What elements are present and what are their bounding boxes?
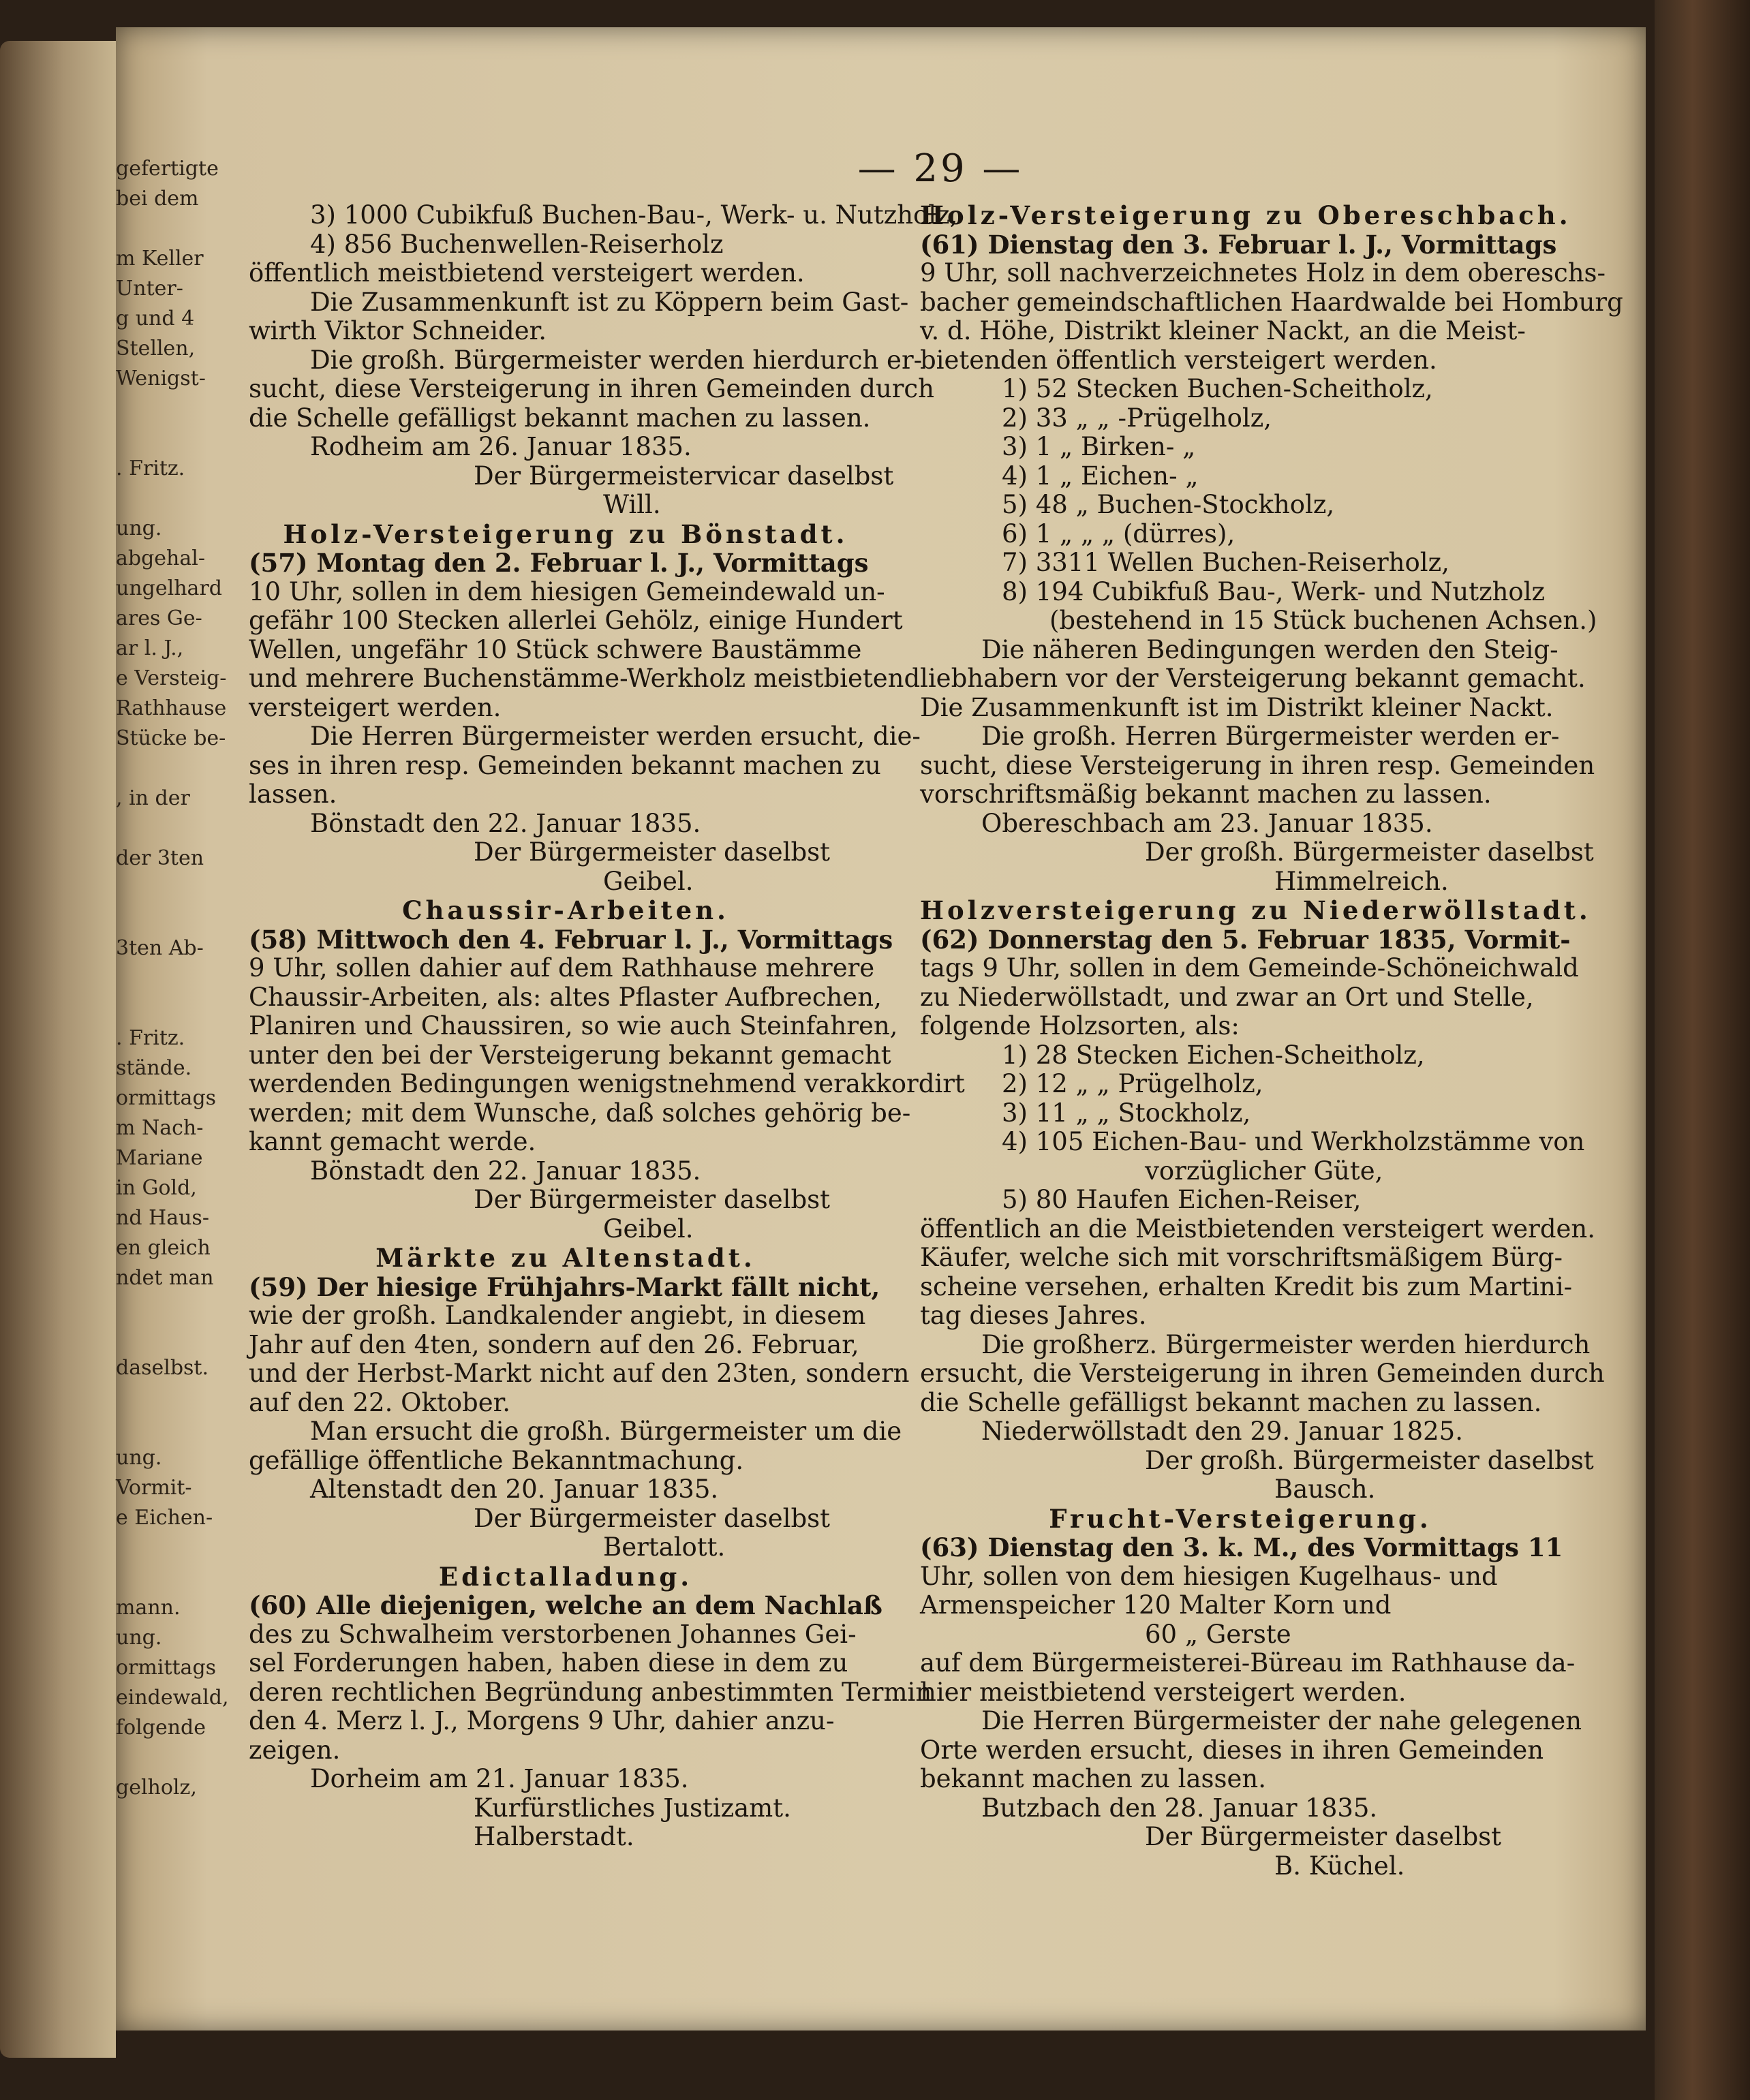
- text-line: B. Küchel.: [1274, 1851, 1405, 1881]
- margin-fragment: 3ten Ab-: [116, 936, 204, 960]
- margin-fragment: gefertigte: [116, 157, 219, 181]
- margin-fragment: Vormit-: [116, 1476, 192, 1500]
- text-line: 10 Uhr, sollen in dem hiesigen Gemeindewald un-: [249, 576, 885, 606]
- text-line: die Schelle gefälligst bekannt machen zu lassen.: [249, 403, 871, 433]
- margin-fragment: m Nach-: [116, 1116, 204, 1140]
- text-line: scheine versehen, erhalten Kredit bis zum Martini-: [920, 1271, 1573, 1301]
- text-line: 7) 3311 Wellen Buchen-Reiserholz,: [1002, 548, 1449, 577]
- text-line: die Schelle gefälligst bekannt machen zu lassen.: [920, 1387, 1542, 1417]
- margin-fragment: bei dem: [116, 187, 199, 211]
- margin-fragment: [116, 1296, 225, 1326]
- text-line: Planiren und Chaussiren, so wie auch Steinfahren,: [249, 1011, 898, 1040]
- text-line: werden; mit dem Wunsche, daß solches gehörig be-: [249, 1098, 911, 1128]
- text-line: Der Bürgermeister daselbst: [474, 1185, 831, 1214]
- text-line: Bertalott.: [603, 1532, 726, 1562]
- text-line: Uhr, sollen von dem hiesigen Kugelhaus- und: [920, 1561, 1498, 1591]
- section-heading: Frucht-Versteigerung.: [1049, 1503, 1432, 1534]
- text-line: tags 9 Uhr, sollen in dem Gemeinde-Schöneichwald: [920, 953, 1579, 983]
- text-line: Altenstadt den 20. Januar 1835.: [310, 1474, 719, 1504]
- text-line: Der Bürgermeister daselbst: [474, 837, 831, 867]
- text-line: werdenden Bedingungen wenigstnehmend verakkordirt: [249, 1069, 965, 1098]
- section-heading: Chaussir-Arbeiten.: [402, 895, 729, 925]
- text-line: sel Forderungen haben, haben diese in dem zu: [249, 1648, 848, 1678]
- text-line: gefällige öffentliche Bekanntmachung.: [249, 1445, 744, 1475]
- margin-fragment: Stellen,: [116, 337, 196, 360]
- text-line: 60 „ Gerste: [1145, 1619, 1291, 1649]
- text-line: Jahr auf den 4ten, sondern auf den 26. Februar,: [249, 1329, 859, 1359]
- text-line: (61) Dienstag den 3. Februar l. J., Vormittags: [920, 229, 1557, 260]
- text-line: 1) 52 Stecken Buchen-Scheitholz,: [1002, 374, 1433, 403]
- facing-page-fragments: [116, 157, 229, 1806]
- margin-fragment: [116, 876, 225, 906]
- text-line: Halberstadt.: [474, 1822, 634, 1851]
- text-line: 8) 194 Cubikfuß Bau-, Werk- und Nutzholz: [1002, 576, 1546, 606]
- book-page: [116, 27, 1646, 2030]
- text-line: Wellen, ungefähr 10 Stück schwere Baustämme: [249, 634, 862, 664]
- text-line: Die näheren Bedingungen werden den Steig-: [981, 634, 1559, 664]
- text-line: deren rechtlichen Begründung anbestimmten Termin: [249, 1677, 932, 1707]
- text-line: 9 Uhr, soll nachverzeichnetes Holz in dem obereschs-: [920, 258, 1606, 288]
- text-line: 3) 1 „ Birken- „: [1002, 432, 1196, 461]
- text-line: Die großh. Herren Bürgermeister werden er-: [981, 722, 1560, 751]
- margin-fragment: daselbst.: [116, 1356, 209, 1380]
- text-line: bietenden öffentlich versteigert werden.: [920, 345, 1437, 375]
- text-line: unter den bei der Versteigerung bekannt gemacht: [249, 1040, 891, 1070]
- text-line: Rodheim am 26. Januar 1835.: [310, 432, 692, 461]
- margin-fragment: e Versteig-: [116, 666, 227, 690]
- text-line: 4) 856 Buchenwellen-Reiserholz: [310, 229, 724, 259]
- text-line: Bönstadt den 22. Januar 1835.: [310, 808, 701, 838]
- margin-fragment: stände.: [116, 1056, 192, 1080]
- margin-fragment: Wenigst-: [116, 367, 206, 390]
- text-line: tag dieses Jahres.: [920, 1301, 1147, 1330]
- text-line: auf dem Bürgermeisterei-Büreau im Rathhause da-: [920, 1648, 1576, 1678]
- margin-fragment: der 3ten: [116, 846, 204, 870]
- text-line: 1) 28 Stecken Eichen-Scheitholz,: [1002, 1040, 1425, 1070]
- margin-fragment: Rathhause: [116, 696, 227, 720]
- margin-fragment: ungelhard: [116, 576, 222, 600]
- text-line: (62) Donnerstag den 5. Februar 1835, Vormit-: [920, 924, 1571, 955]
- text-line: liebhabern vor der Versteigerung bekannt gemacht.: [920, 664, 1586, 693]
- text-line: sucht, diese Versteigerung in ihren Gemeinden durch: [249, 374, 934, 403]
- section-heading: Holz-Versteigerung zu Obereschbach.: [920, 200, 1571, 230]
- book-cover-edge: [1655, 0, 1750, 2100]
- text-line: Dorheim am 21. Januar 1835.: [310, 1764, 689, 1793]
- margin-fragment: [116, 966, 225, 996]
- right-column: [920, 200, 1623, 1881]
- text-line: 2) 33 „ „ -Prügelholz,: [1002, 403, 1272, 433]
- section-heading: Märkte zu Altenstadt.: [375, 1243, 756, 1273]
- text-line: (63) Dienstag den 3. k. M., des Vormittags 11: [920, 1532, 1563, 1562]
- text-line: Der Bürgermeister daselbst: [474, 1503, 831, 1533]
- margin-fragment: ung.: [116, 1446, 162, 1470]
- text-line: Bausch.: [1274, 1474, 1376, 1504]
- text-line: Chaussir-Arbeiten, als: altes Pflaster Aufbrechen,: [249, 982, 882, 1012]
- text-line: ses in ihren resp. Gemeinden bekannt machen zu: [249, 750, 881, 780]
- margin-fragment: [116, 217, 225, 247]
- margin-fragment: Unter-: [116, 277, 183, 300]
- text-line: gefähr 100 Stecken allerlei Gehölz, einige Hundert: [249, 606, 903, 635]
- left-column: [249, 200, 965, 1852]
- text-line: Geibel.: [603, 866, 694, 896]
- text-line: bekannt machen zu lassen.: [920, 1764, 1266, 1793]
- text-line: Man ersucht die großh. Bürgermeister um die: [310, 1417, 902, 1446]
- text-line: Niederwöllstadt den 29. Januar 1825.: [981, 1417, 1463, 1446]
- margin-fragment: [116, 906, 225, 936]
- margin-fragment: Stücke be-: [116, 726, 226, 750]
- margin-fragment: ung.: [116, 1626, 162, 1650]
- text-line: bacher gemeindschaftlichen Haardwalde bei Homburg: [920, 287, 1623, 317]
- margin-fragment: [116, 1326, 225, 1356]
- text-line: und der Herbst-Markt nicht auf den 23ten, sondern: [249, 1359, 910, 1388]
- margin-fragment: [116, 1386, 225, 1416]
- margin-fragment: [116, 1416, 225, 1446]
- text-line: Der großh. Bürgermeister daselbst: [1145, 837, 1594, 867]
- margin-fragment: . Fritz.: [116, 1026, 185, 1050]
- margin-fragment: [116, 756, 225, 786]
- text-line: des zu Schwalheim verstorbenen Johannes Gei-: [249, 1619, 857, 1649]
- text-line: Bönstadt den 22. Januar 1835.: [310, 1156, 701, 1186]
- text-line: wie der großh. Landkalender angiebt, in diesem: [249, 1301, 866, 1330]
- margin-fragment: [116, 397, 225, 427]
- margin-fragment: mann.: [116, 1596, 181, 1620]
- text-line: folgende Holzsorten, als:: [920, 1011, 1240, 1040]
- text-line: versteigert werden.: [249, 692, 502, 722]
- text-line: Geibel.: [603, 1214, 694, 1244]
- text-line: Die Herren Bürgermeister werden ersucht, die-: [310, 722, 921, 751]
- text-line: 2) 12 „ „ Prügelholz,: [1002, 1069, 1263, 1098]
- margin-fragment: [116, 1566, 225, 1596]
- text-line: (60) Alle diejenigen, welche an dem Nachlaß: [249, 1590, 882, 1620]
- text-line: (bestehend in 15 Stück buchenen Achsen.): [1049, 606, 1597, 635]
- text-line: den 4. Merz l. J., Morgens 9 Uhr, dahier anzu-: [249, 1706, 835, 1735]
- text-line: Die großherz. Bürgermeister werden hierdurch: [981, 1329, 1591, 1359]
- margin-fragment: Mariane: [116, 1146, 203, 1170]
- text-line: Der Bürgermeister daselbst: [1145, 1822, 1502, 1851]
- text-line: (58) Mittwoch den 4. Februar l. J., Vormittags: [249, 924, 893, 955]
- text-line: v. d. Höhe, Distrikt kleiner Nackt, an die Meist-: [920, 316, 1526, 345]
- text-line: Will.: [603, 490, 661, 519]
- text-line: 4) 1 „ Eichen- „: [1002, 461, 1199, 491]
- text-line: Die großh. Bürgermeister werden hierdurch er-: [310, 345, 923, 375]
- text-line: 6) 1 „ „ „ (dürres),: [1002, 519, 1235, 549]
- margin-fragment: en gleich: [116, 1236, 211, 1260]
- margin-fragment: abgehal-: [116, 546, 205, 570]
- text-line: vorzüglicher Güte,: [1145, 1156, 1383, 1186]
- margin-fragment: [116, 1746, 225, 1776]
- book-spine-edge: [0, 41, 116, 2058]
- text-line: zeigen.: [249, 1735, 341, 1765]
- margin-fragment: folgende: [116, 1716, 206, 1740]
- text-line: lassen.: [249, 779, 337, 809]
- text-line: auf den 22. Oktober.: [249, 1387, 510, 1417]
- text-line: Der Bürgermeistervicar daselbst: [474, 461, 894, 491]
- margin-fragment: ormittags: [116, 1656, 217, 1680]
- margin-fragment: ar l. J.,: [116, 636, 184, 660]
- text-line: Himmelreich.: [1274, 866, 1449, 896]
- text-line: (59) Der hiesige Frühjahrs-Markt fällt nicht,: [249, 1271, 880, 1302]
- text-line: 5) 80 Haufen Eichen-Reiser,: [1002, 1185, 1362, 1214]
- text-line: 5) 48 „ Buchen-Stockholz,: [1002, 490, 1335, 519]
- text-line: ersucht, die Versteigerung in ihren Gemeinden durch: [920, 1359, 1605, 1388]
- text-line: sucht, diese Versteigerung in ihren resp. Gemeinden: [920, 750, 1595, 780]
- section-heading: Edictalladung.: [438, 1561, 693, 1592]
- text-line: Die Herren Bürgermeister der nahe gelegenen: [981, 1706, 1582, 1735]
- margin-fragment: in Gold,: [116, 1176, 197, 1200]
- text-line: Die Zusammenkunft ist zu Köppern beim Gast-: [310, 287, 909, 317]
- margin-fragment: [116, 1536, 225, 1566]
- text-line: Kurfürstliches Justizamt.: [474, 1793, 791, 1823]
- page-number: — 29 —: [857, 146, 1024, 191]
- text-line: 3) 1000 Cubikfuß Buchen-Bau-, Werk- u. Nutzholz,: [310, 200, 958, 230]
- margin-fragment: m Keller: [116, 247, 204, 271]
- text-line: Die Zusammenkunft ist im Distrikt kleiner Nackt.: [920, 692, 1554, 722]
- margin-fragment: gelholz,: [116, 1776, 197, 1800]
- margin-fragment: , in der: [116, 786, 190, 810]
- section-heading: Holzversteigerung zu Niederwöllstadt.: [920, 895, 1591, 925]
- margin-fragment: ndet man: [116, 1266, 214, 1290]
- text-line: Der großh. Bürgermeister daselbst: [1145, 1445, 1594, 1475]
- margin-fragment: [116, 996, 225, 1026]
- margin-fragment: [116, 487, 225, 516]
- margin-fragment: ares Ge-: [116, 606, 202, 630]
- text-line: öffentlich an die Meistbietenden versteigert werden.: [920, 1214, 1596, 1244]
- margin-fragment: eindewald,: [116, 1686, 229, 1710]
- text-line: öffentlich meistbietend versteigert werden.: [249, 258, 805, 288]
- margin-fragment: nd Haus-: [116, 1206, 209, 1230]
- margin-fragment: ormittags: [116, 1086, 217, 1110]
- margin-fragment: . Fritz.: [116, 457, 185, 480]
- text-line: Orte werden ersucht, dieses in ihren Gemeinden: [920, 1735, 1544, 1765]
- text-line: 3) 11 „ „ Stockholz,: [1002, 1098, 1251, 1128]
- text-line: kannt gemacht werde.: [249, 1127, 536, 1156]
- text-line: 9 Uhr, sollen dahier auf dem Rathhause mehrere: [249, 953, 875, 983]
- text-line: Butzbach den 28. Januar 1835.: [981, 1793, 1378, 1823]
- text-line: Käufer, welche sich mit vorschriftsmäßigem Bürg-: [920, 1243, 1563, 1272]
- margin-fragment: g und 4: [116, 307, 195, 330]
- text-line: Armenspeicher 120 Malter Korn und: [920, 1590, 1392, 1620]
- margin-fragment: ung.: [116, 516, 162, 540]
- text-line: 4) 105 Eichen-Bau- und Werkholzstämme von: [1002, 1127, 1585, 1156]
- text-line: wirth Viktor Schneider.: [249, 316, 547, 345]
- text-line: (57) Montag den 2. Februar l. J., Vormittags: [249, 548, 869, 578]
- text-line: vorschriftsmäßig bekannt machen zu lassen.: [920, 779, 1492, 809]
- margin-fragment: [116, 427, 225, 457]
- margin-fragment: e Eichen-: [116, 1506, 213, 1530]
- text-line: und mehrere Buchenstämme-Werkholz meistbietend: [249, 664, 921, 693]
- text-line: Obereschbach am 23. Januar 1835.: [981, 808, 1433, 838]
- section-heading: Holz-Versteigerung zu Bönstadt.: [283, 519, 848, 549]
- margin-fragment: [116, 816, 225, 846]
- text-line: hier meistbietend versteigert werden.: [920, 1677, 1407, 1707]
- text-line: zu Niederwöllstadt, und zwar an Ort und Stelle,: [920, 982, 1534, 1012]
